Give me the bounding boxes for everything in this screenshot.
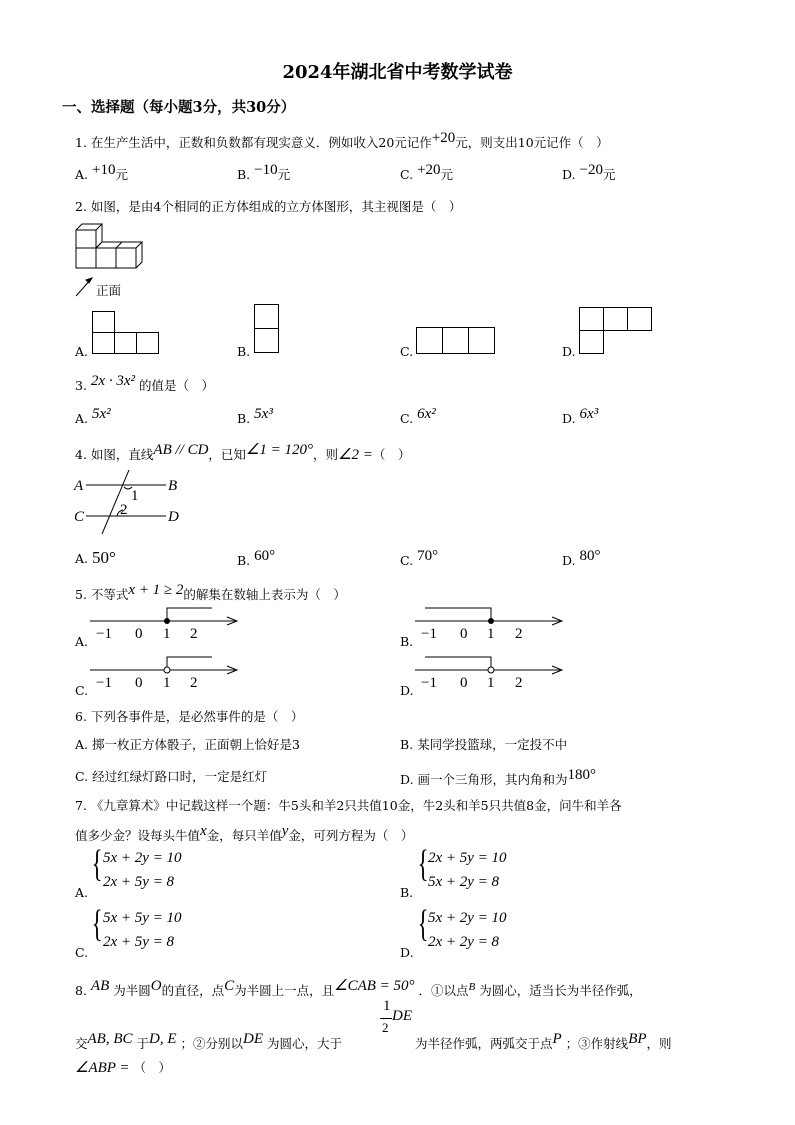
exam-page: 2024年湖北省中考数学试卷 一、选择题（每小题3分，共30分） 1. 在生产生活中，正数和负数都有现实意义．例如收入20元记作$^{+20}$元，则支出10元记作（ ） A. $^{+10}$元 B. $^{-10}$元 C. $^{+20}$元 D. $^{-20}$元 2. 如图，是由4个相同的正方体组成的立方体图形，其主视图是（ ） 正面 A. B. C. D. 3. $^{2x \cdot 3x^2}$ 的值是（ ） A. $^{5x^2}$ B. $^{5x^3}$ C. $^{6x^2}$ D. $^{6x^3}$ 4. 如图，直线$^{AB // CD}$，已知$^{\angle 1 = 120^\circ}$，则∠2 =（ ） A B C D 1 2 A. 50° B. $^{60^\circ}$ C. $^{70^\circ}$ D. $^{80^\circ}$ 5. 不等式$^{x + 1 \ge 2}$的解集在数轴上表示为（ ） A. B. C. D. −1 0 1 2 −1 0 1 2 −1 0 1 2 −1 0 1 2 6. 下列各事件是，是必然事件的是（ ） A. 掷一枚正方体骰子，正面朝上恰好是3 B. 某同学投篮球，一定投不中 C. 经过红绿灯路口时，一定是红灯 D. 画一个三角形，其内角和为$^{180^\circ}$ 7. 《九章算术》中记载这样一个题：牛5头和羊2只共值10金，牛2头和羊5只共值8金，问牛和羊各 值多少金？设每头牛值$^x$金，每只羊值$^y$金，可列方程为（ ） A. { 5x + 2y = 10 2x + 5y = 8 B. { 2x + 5y = 10 5x + 2y = 8 C. { 5x + 5y = 10 2x + 5y = 8 D. { 5x + 2y = 10 2x + 2y = 8 8. $^{AB}$ 为半圆$^O$的直径，点$^C$为半圆上一点，且$^{\angle CAB = 50^\circ}$ ．①以点$^B$ 为圆心，适当长为半径作弧， 交$^{AB, BC}$ 于$^{D, E}$ ；②分别以$^{DE}$ 为圆心，大于 1 2 DE 为半径作弧，两弧交于点$^P$ ；③作射线$^{BP}$，则 ∠ABP = （ ） <box>0 0 795 1125</box>
q5-ticks-2: 1 <box>163 675 171 691</box>
number-line-b <box>415 604 565 640</box>
q1-option-d[interactable] <box>562 162 616 183</box>
q5-ticks-2: 1 <box>487 626 495 642</box>
q1-stem2: 元，则支出10元记作（ ） <box>455 135 609 151</box>
q4-s2: ，已知 <box>208 447 246 463</box>
q7-d-eq2: 2x + 2y = 8 <box>428 934 500 950</box>
q3-option-a[interactable] <box>75 406 111 426</box>
q4-e3: ∠2 = <box>338 447 373 464</box>
q4-option-b[interactable] <box>237 548 275 568</box>
question-4 <box>75 440 410 464</box>
q5-ticks-1: 0 <box>135 675 143 691</box>
q2-option-a-figure <box>92 311 160 355</box>
q7-option-c[interactable]: C. <box>75 945 89 960</box>
q8-s9: 为圆心，大于 <box>267 1036 343 1052</box>
q8-BP: BP <box>628 1031 647 1047</box>
q3-no: 3. <box>75 378 87 394</box>
label-d: D <box>168 509 179 525</box>
q8-s7: 于 <box>136 1036 150 1052</box>
q7-line1: 7. 《九章算术》中记载这样一个题：牛5头和羊2只共值10金，牛2头和羊5只共值8金，问牛和羊各 <box>75 798 622 813</box>
q7-option-d[interactable]: D. <box>400 945 414 960</box>
q7-line2 <box>75 823 413 844</box>
q4-s4: （ ） <box>372 447 411 463</box>
q8-ang: ∠CAB = 50° <box>334 978 415 994</box>
q5-option-a[interactable]: A. <box>75 634 89 649</box>
q4-e2: ∠1 = 120° <box>245 442 313 458</box>
q3-option-b[interactable] <box>237 406 273 426</box>
q1-options-3-u: 元 <box>603 167 616 183</box>
q1-stem: 1. 在生产生活中，正数和负数都有现实意义．例如收入20元记作 <box>75 135 432 151</box>
label-a: A <box>74 478 84 494</box>
q7-line2a: 值多少金？设每头牛值 <box>75 828 201 844</box>
q4-options-3-v: 80° <box>579 548 601 564</box>
q4-option-a[interactable] <box>75 548 116 568</box>
q1-options-2-u: 元 <box>440 167 454 183</box>
q1-options-0-v: +10 <box>92 162 116 178</box>
q8-DE2: DE <box>243 1031 264 1047</box>
q8-s1: 为半圆 <box>113 983 151 999</box>
angle-2-label: 2 <box>120 502 128 518</box>
q4-options-0-l: A. <box>75 551 89 566</box>
q4-stem: 4. 如图，直线 <box>75 447 154 463</box>
q1-expr: +20 <box>431 130 456 146</box>
q2-option-b[interactable]: B. <box>237 344 251 359</box>
q3-option-c[interactable] <box>400 406 436 426</box>
q5-ticks-2: 1 <box>487 675 495 691</box>
fraction-denominator: 2 <box>382 1020 389 1035</box>
q8-s8: ；②分别以 <box>180 1036 244 1052</box>
q5-expr: x + 1 ≥ 2 <box>128 582 184 598</box>
q5-ticks-0: −1 <box>421 626 437 642</box>
q8-B: B <box>468 981 476 993</box>
q3-options-1-v: 5x³ <box>254 406 273 422</box>
q4-e1: AB // CD <box>153 442 209 458</box>
q5-option-c[interactable]: C. <box>75 683 89 698</box>
q5-ticks-3: 2 <box>515 675 523 691</box>
q6-option-a[interactable]: A. 掷一枚正方体骰子，正面朝上恰好是3 <box>75 737 300 752</box>
q5-ticks-3: 2 <box>515 626 523 642</box>
q1-options-3-l: D. <box>562 167 576 183</box>
q2-option-a[interactable]: A. <box>75 344 89 359</box>
q7-line2b: 金，每只羊值 <box>206 828 282 844</box>
q1-option-c[interactable] <box>400 162 453 183</box>
q7-c-eq1: 5x + 5y = 10 <box>103 910 182 926</box>
q8-s4: ．①以点 <box>418 983 469 999</box>
q7-x: x <box>200 823 207 839</box>
q8-line2b <box>415 1031 672 1052</box>
q8-no: 8. <box>75 983 87 999</box>
q8-line3 <box>75 1058 171 1077</box>
q7-c-eq2: 2x + 5y = 8 <box>103 934 175 950</box>
q2-option-d-figure <box>579 307 653 355</box>
q4-option-d[interactable] <box>562 548 601 568</box>
q8-s10: 为半径作弧，两弧交于点 <box>415 1036 553 1052</box>
q8-s2: 的直径，点 <box>161 983 225 999</box>
q5-ticks-1: 0 <box>135 626 143 642</box>
q8-s13: （ ） <box>133 1060 172 1075</box>
q4-options-0-v: 50° <box>92 548 116 567</box>
q3-option-d[interactable] <box>562 406 598 426</box>
q5-ticks-0: −1 <box>96 675 112 691</box>
q3-options-3-l: D. <box>562 411 576 427</box>
question-5 <box>75 582 346 603</box>
q8-AB: AB <box>90 978 110 994</box>
q1-options-2-l: C. <box>400 167 414 183</box>
q5-ticks-1: 0 <box>460 626 468 642</box>
q1-options-2-v: +20 <box>417 162 441 178</box>
q3-options-2-v: 6x² <box>417 406 436 422</box>
label-b: B <box>168 478 178 494</box>
q1-options-1-l: B. <box>237 167 251 183</box>
q4-options-3-l: D. <box>562 553 576 569</box>
question-1 <box>75 130 609 151</box>
q4-option-c[interactable] <box>400 548 438 568</box>
front-label: 正面 <box>96 283 122 298</box>
q5-stem2: 的解集在数轴上表示为（ ） <box>183 587 346 603</box>
question-3 <box>75 373 214 394</box>
q1-option-b[interactable] <box>237 162 290 183</box>
q8-line2 <box>75 1031 342 1052</box>
q1-option-a[interactable] <box>75 162 128 183</box>
q3-stem: 的值是（ ） <box>138 378 214 394</box>
q6-option-b[interactable]: B. 某同学投篮球，一定投不中 <box>400 737 568 752</box>
q8-line1 <box>75 976 642 999</box>
q8-O: O <box>150 978 162 994</box>
q8-P: P <box>552 1031 562 1047</box>
q5-option-d[interactable]: D. <box>400 683 414 698</box>
q6-d_val: 180° <box>567 767 597 783</box>
q7-a-eq1: 5x + 2y = 10 <box>103 850 182 866</box>
number-line-d <box>415 653 565 689</box>
q8-DE1: D, E <box>149 1031 177 1047</box>
number-line-c <box>90 653 240 689</box>
q4-s3: ，则 <box>313 447 339 463</box>
q8-s3: 为半圆上一点，且 <box>234 983 335 999</box>
parallel-lines-figure <box>74 470 184 538</box>
q7-line2c: 金，可列方程为（ ） <box>288 828 414 844</box>
q2-stem: 2. 如图，是由4个相同的正方体组成的立方体图形，其主视图是（ ） <box>75 199 462 214</box>
q4-options-2-l: C. <box>400 553 414 569</box>
q2-option-c-figure <box>416 327 496 355</box>
q5-ticks-2: 1 <box>163 626 171 642</box>
number-line-a <box>90 604 240 640</box>
q8-s12: ，则 <box>646 1036 672 1052</box>
q3-options-1-l: B. <box>237 411 251 427</box>
q8-s5: 为圆心，适当长为半径作弧， <box>479 983 642 999</box>
q8-ABBC: AB, BC <box>87 1031 133 1047</box>
q6-option-c[interactable]: C. 经过红绿灯路口时，一定是红灯 <box>75 769 268 784</box>
page-title: 2024年湖北省中考数学试卷 <box>282 62 513 83</box>
fraction-bar <box>380 1018 392 1019</box>
q1-options-3-v: −20 <box>579 162 604 178</box>
angle-1-label: 1 <box>131 488 139 504</box>
q4-options-1-l: B. <box>237 553 251 569</box>
q6-stem: 6. 下列各事件是，是必然事件的是（ ） <box>75 709 304 724</box>
q8-s11: ；③作射线 <box>565 1036 629 1052</box>
q5-stem: 5. 不等式 <box>75 587 129 603</box>
q1-options-1-u: 元 <box>277 167 291 183</box>
q1-options-0-l: A. <box>75 167 89 183</box>
q7-a-eq2: 2x + 5y = 8 <box>103 874 175 890</box>
q8-ABP: ∠ABP = <box>75 1060 130 1076</box>
q5-ticks-3: 2 <box>190 626 198 642</box>
q5-option-b[interactable]: B. <box>400 634 414 649</box>
q3-options-0-l: A. <box>75 411 89 427</box>
q2-option-d[interactable]: D. <box>562 344 576 359</box>
q7-option-b[interactable]: B. <box>400 885 414 900</box>
q7-y: y <box>281 823 289 839</box>
q8-s6: 交 <box>75 1036 88 1052</box>
q1-options-0-u: 元 <box>115 167 128 183</box>
q5-ticks-0: −1 <box>96 626 112 642</box>
q7-b-eq2: 5x + 2y = 8 <box>428 874 500 890</box>
q8-C: C <box>224 978 235 994</box>
q6-options-3: D. 画一个三角形，其内角和为 <box>400 772 568 788</box>
section-heading: 一、选择题（每小题3分，共30分） <box>62 99 296 116</box>
q5-ticks-0: −1 <box>421 675 437 691</box>
q4-options-2-v: 70° <box>417 548 439 564</box>
q7-d-eq1: 5x + 2y = 10 <box>428 910 507 926</box>
fraction-numerator: 1 <box>383 998 391 1014</box>
q7-b-eq1: 2x + 5y = 10 <box>428 850 507 866</box>
label-c: C <box>74 509 85 525</box>
q6-option-d[interactable] <box>400 767 596 788</box>
q5-ticks-1: 0 <box>460 675 468 691</box>
q2-option-b-figure <box>254 304 280 354</box>
q1-options-1-v: −10 <box>254 162 278 178</box>
q4-options-1-v: 60° <box>254 548 276 564</box>
q8-de: DE <box>392 1008 412 1024</box>
q5-ticks-3: 2 <box>190 675 198 691</box>
q3-options-0-v: 5x² <box>92 406 111 422</box>
q3-expr: 2x · 3x² <box>90 373 135 389</box>
q7-option-a[interactable]: A. <box>75 885 89 900</box>
q3-options-2-l: C. <box>400 411 414 427</box>
q3-options-3-v: 6x³ <box>579 406 599 422</box>
q2-option-c[interactable]: C. <box>400 344 414 359</box>
